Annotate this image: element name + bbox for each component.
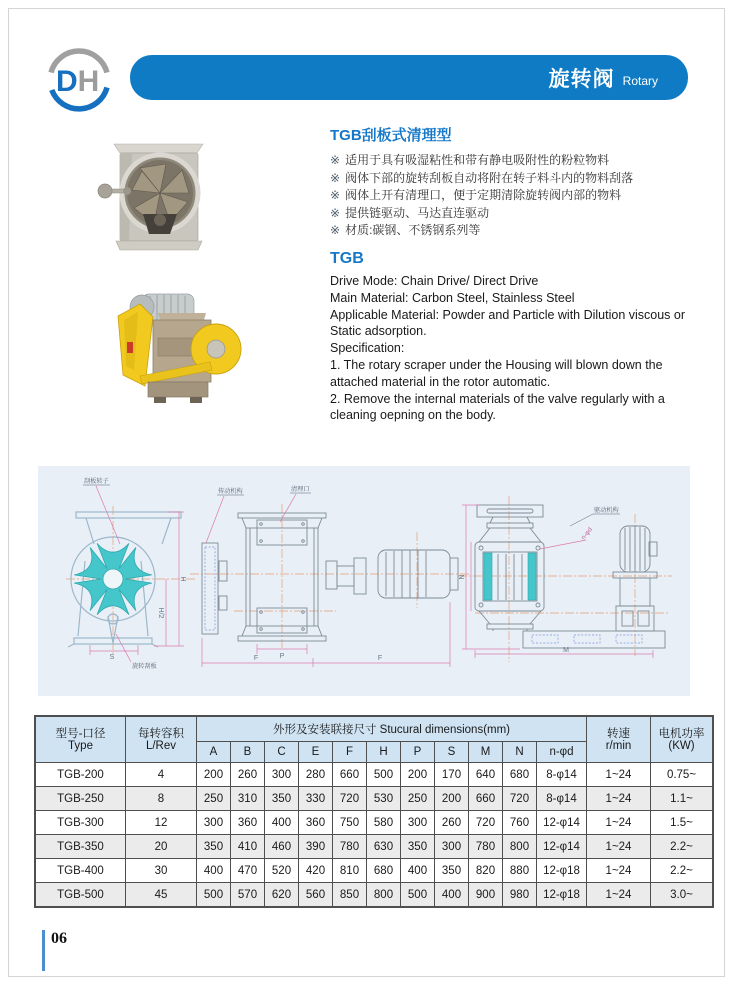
- table-cell: 680: [503, 763, 537, 787]
- table-cell: TGB-300: [36, 811, 126, 835]
- table-cell: 500: [367, 763, 401, 787]
- svg-text:S: S: [109, 654, 115, 661]
- drawing-front-view: [475, 505, 665, 648]
- table-cell: 460: [265, 835, 299, 859]
- table-row: [36, 787, 713, 811]
- dh-logo: [43, 44, 115, 116]
- table-cell: 530: [367, 787, 401, 811]
- table-cell: 500: [197, 883, 231, 907]
- table-cell: 360: [231, 811, 265, 835]
- table-cell: 1.1~: [651, 787, 713, 811]
- table-row: [36, 763, 713, 787]
- table-cell: 280: [299, 763, 333, 787]
- product-photo-chain-drive: [110, 286, 247, 410]
- table-cell: 1~24: [587, 835, 651, 859]
- table-cell: 620: [265, 883, 299, 907]
- technical-drawing: [38, 466, 690, 696]
- dim-column-header: P: [401, 742, 435, 763]
- spec-line: cleaning oepning on the body.: [330, 408, 496, 423]
- table-cell: 12-φ14: [537, 835, 587, 859]
- spec-line: Static adsorption.: [330, 324, 427, 339]
- table-cell: 780: [333, 835, 367, 859]
- photo-handle-knob: [98, 184, 112, 198]
- table-cell: 570: [231, 883, 265, 907]
- table-cell: 350: [197, 835, 231, 859]
- label-drive: 传动机构: [218, 488, 243, 495]
- table-cell: 12-φ18: [537, 883, 587, 907]
- dimension-table: [35, 716, 713, 907]
- table-cell: 1~24: [587, 859, 651, 883]
- spec-line: Specification:: [330, 341, 405, 356]
- page-number: 06: [51, 930, 67, 947]
- intro-bullet: [330, 170, 712, 188]
- table-cell: 580: [367, 811, 401, 835]
- svg-text:H: H: [179, 576, 186, 582]
- spec-line: Applicable Material: Powder and Particle with Dilution viscous or: [330, 307, 686, 322]
- table-cell: 660: [469, 787, 503, 811]
- intro-bullet: [330, 152, 712, 170]
- table-cell: 0.75~: [651, 763, 713, 787]
- table-cell: 30: [126, 859, 197, 883]
- table-row: [36, 859, 713, 883]
- table-cell: 2.2~: [651, 835, 713, 859]
- table-cell: 4: [126, 763, 197, 787]
- table-cell: 250: [197, 787, 231, 811]
- table-cell: 400: [435, 883, 469, 907]
- table-cell: 12: [126, 811, 197, 835]
- bullet-text: 适用于具有吸湿粘性和带有静电吸附性的粉粒物料: [345, 153, 610, 167]
- col-header-volume: 每转容积 L/Rev: [126, 717, 197, 763]
- banner-title-en: Rotary: [622, 73, 658, 88]
- table-cell: 310: [231, 787, 265, 811]
- dim-column-header: B: [231, 742, 265, 763]
- bullet-marker: ※: [330, 188, 341, 203]
- dim-column-header: C: [265, 742, 299, 763]
- drawing-side-view: [202, 513, 458, 641]
- bullet-marker: ※: [330, 223, 341, 238]
- table-cell: 640: [469, 763, 503, 787]
- table-cell: 500: [401, 883, 435, 907]
- label-drive-unit: 驱动机构: [594, 507, 619, 514]
- logo-text: DH: [56, 65, 100, 98]
- table-cell: 300: [265, 763, 299, 787]
- table-cell: 350: [265, 787, 299, 811]
- spec-title: TGB: [330, 250, 364, 267]
- table-cell: 300: [197, 811, 231, 835]
- bullet-marker: ※: [330, 153, 341, 167]
- dim-column-header: H: [367, 742, 401, 763]
- section-banner: [130, 55, 688, 100]
- table-cell: 800: [503, 835, 537, 859]
- table-cell: 780: [469, 835, 503, 859]
- table-cell: 8-φ14: [537, 787, 587, 811]
- label-clean-port: 清理口: [291, 486, 310, 493]
- table-cell: 810: [333, 859, 367, 883]
- spec-line: Drive Mode: Chain Drive/ Direct Drive: [330, 274, 539, 288]
- table-cell: 1~24: [587, 787, 651, 811]
- table-cell: 420: [299, 859, 333, 883]
- table-row: [36, 883, 713, 907]
- table-cell: 1~24: [587, 763, 651, 787]
- table-cell: 720: [469, 811, 503, 835]
- table-cell: 360: [299, 811, 333, 835]
- dim-column-header: F: [333, 742, 367, 763]
- table-cell: 680: [367, 859, 401, 883]
- table-cell: 400: [197, 859, 231, 883]
- table-cell: 800: [367, 883, 401, 907]
- svg-text:H/2: H/2: [157, 607, 164, 619]
- col-header-dimensions: 外形及安装联接尺寸 Stucural dimensions(mm): [197, 717, 587, 742]
- table-cell: 8-φ14: [537, 763, 587, 787]
- table-cell: TGB-350: [36, 835, 126, 859]
- table-cell: 2.2~: [651, 859, 713, 883]
- table-cell: 200: [401, 763, 435, 787]
- intro-bullet: [330, 222, 712, 240]
- bullet-text: 材质:碳钢、不锈钢系列等: [345, 223, 481, 238]
- table-cell: 720: [503, 787, 537, 811]
- table-cell: 260: [231, 763, 265, 787]
- table-cell: 300: [401, 811, 435, 835]
- table-cell: 760: [503, 811, 537, 835]
- table-cell: 1~24: [587, 811, 651, 835]
- table-cell: 1.5~: [651, 811, 713, 835]
- svg-text:F: F: [377, 655, 383, 662]
- label-rotor: 刮板转子: [84, 478, 109, 485]
- bullet-text: 阀体下部的旋转刮板自动将附在转子料斗内的物料刮落: [345, 170, 634, 185]
- dim-column-header: M: [469, 742, 503, 763]
- spec-line: attached material in the rotor automatic.: [330, 374, 551, 389]
- svg-text:M: M: [563, 647, 569, 654]
- bullet-marker: ※: [330, 170, 341, 185]
- footer-accent-bar: [42, 930, 45, 971]
- col-header-type: 型号-口径 Type: [36, 717, 126, 763]
- svg-text:N: N: [457, 574, 464, 580]
- table-cell: 750: [333, 811, 367, 835]
- dim-column-header: S: [435, 742, 469, 763]
- banner-title-zh: 旋转阀: [548, 67, 615, 91]
- dim-column-header: A: [197, 742, 231, 763]
- bullet-text: 阀体上开有清理口，便于定期清除旋转阀内部的物料: [345, 188, 622, 203]
- product-photo-open-rotor: [96, 138, 223, 258]
- table-cell: 170: [435, 763, 469, 787]
- spec-table-body: [36, 763, 713, 907]
- table-row: [36, 811, 713, 835]
- table-cell: 350: [401, 835, 435, 859]
- table-cell: 250: [401, 787, 435, 811]
- dim-column-header: n-φd: [537, 742, 587, 763]
- table-cell: 390: [299, 835, 333, 859]
- table-cell: 200: [197, 763, 231, 787]
- table-cell: 400: [401, 859, 435, 883]
- table-cell: 12-φ14: [537, 811, 587, 835]
- spec-line: 1. The rotary scraper under the Housing will blown down the: [330, 357, 663, 372]
- rotor-hub: [103, 569, 123, 589]
- spec-lines: [330, 273, 712, 424]
- table-cell: 880: [503, 859, 537, 883]
- table-cell: 820: [469, 859, 503, 883]
- svg-text:F: F: [253, 655, 259, 662]
- table-cell: 630: [367, 835, 401, 859]
- intro-bullet-list: [330, 152, 712, 240]
- label-bolt-circle: n-φd: [580, 526, 594, 542]
- spec-line: Main Material: Carbon Steel, Stainless Steel: [330, 290, 575, 305]
- table-cell: 8: [126, 787, 197, 811]
- col-header-power: 电机功率 (KW): [651, 717, 713, 763]
- table-cell: TGB-200: [36, 763, 126, 787]
- table-cell: 260: [435, 811, 469, 835]
- dim-column-header: N: [503, 742, 537, 763]
- table-cell: 520: [265, 859, 299, 883]
- table-cell: 200: [435, 787, 469, 811]
- table-cell: 400: [265, 811, 299, 835]
- label-scraper: 旋转刮板: [132, 663, 157, 670]
- table-cell: 300: [435, 835, 469, 859]
- intro-bullet: [330, 205, 712, 223]
- table-cell: 470: [231, 859, 265, 883]
- col-header-speed: 转速 r/min: [587, 717, 651, 763]
- table-cell: 560: [299, 883, 333, 907]
- table-cell: 45: [126, 883, 197, 907]
- svg-text:P: P: [279, 653, 285, 660]
- table-cell: 3.0~: [651, 883, 713, 907]
- spec-line: 2. Remove the internal materials of the valve regularly with a: [330, 391, 665, 406]
- table-cell: 1~24: [587, 883, 651, 907]
- table-cell: TGB-500: [36, 883, 126, 907]
- table-cell: 330: [299, 787, 333, 811]
- bullet-text: 提供链驱动、马达直连驱动: [345, 205, 490, 220]
- dim-column-header: E: [299, 742, 333, 763]
- table-cell: 12-φ18: [537, 859, 587, 883]
- table-cell: 720: [333, 787, 367, 811]
- table-cell: TGB-250: [36, 787, 126, 811]
- table-cell: 20: [126, 835, 197, 859]
- table-cell: 850: [333, 883, 367, 907]
- intro-section: [330, 124, 712, 240]
- spec-section: [330, 250, 712, 424]
- table-cell: 350: [435, 859, 469, 883]
- table-cell: TGB-400: [36, 859, 126, 883]
- bullet-marker: ※: [330, 205, 341, 220]
- product-title: TGB刮板式清理型: [330, 127, 452, 144]
- intro-bullet: [330, 187, 712, 205]
- table-cell: 980: [503, 883, 537, 907]
- table-row: [36, 835, 713, 859]
- table-cell: 900: [469, 883, 503, 907]
- table-cell: 410: [231, 835, 265, 859]
- table-cell: 660: [333, 763, 367, 787]
